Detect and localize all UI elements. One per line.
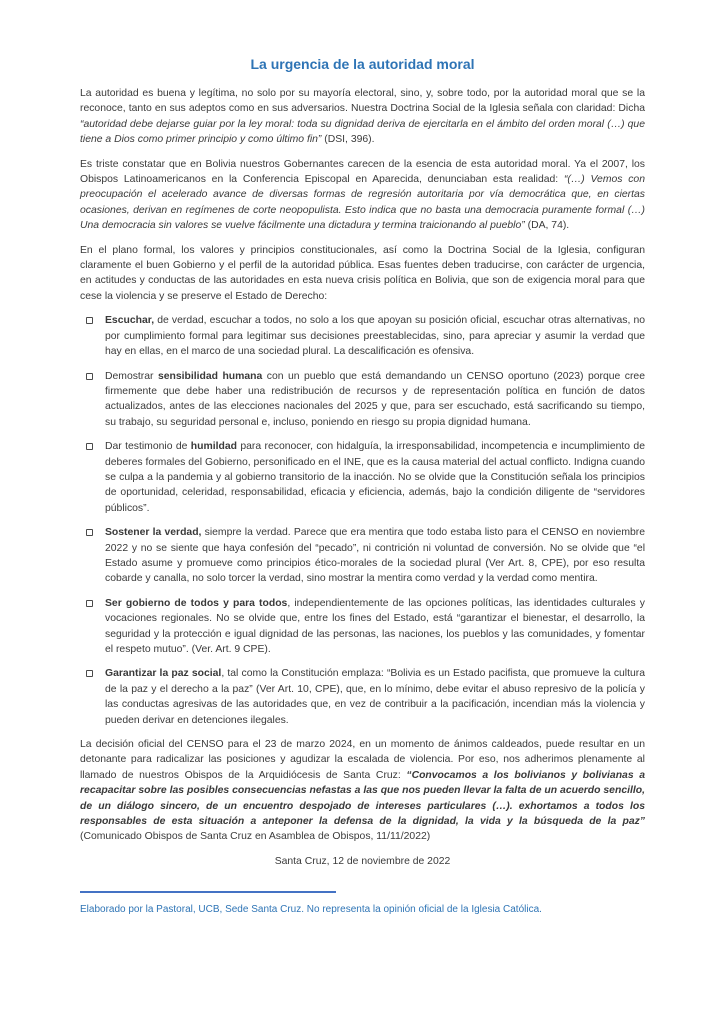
text-run: Sostener la verdad, bbox=[105, 527, 202, 539]
bullet-text bbox=[105, 666, 645, 728]
bullet-item bbox=[80, 439, 645, 516]
text-run: Ser gobierno de todos y para todos bbox=[105, 597, 288, 609]
text-run: sensibilidad humana bbox=[157, 370, 263, 382]
bullet-item bbox=[80, 525, 645, 587]
bullet-text bbox=[105, 525, 645, 587]
text-run: (Comunicado Obispos de Santa Cruz en Asamblea de Obispos, 11/11/2022) bbox=[80, 831, 431, 843]
paragraph bbox=[80, 86, 645, 148]
paragraph bbox=[80, 737, 645, 845]
footnote-divider bbox=[80, 891, 336, 893]
text-run: para reconocer, con hidalguía, la irresponsabilidad, incompetencia e incumplimiento de deberes formales del Gobierno, personificado en el INE, que es la causa material del actual conflicto. Indigna cuando se culpa a la pandemia y al gobierno transitorio de la inacción. No se olvide que la Constitución señala los principios de oportunidad, celeridad, responsabilidad, eficacia y eficiencia, además, bajo la condición diligente de “servidores públicos”. bbox=[105, 441, 645, 514]
bullet-square-icon bbox=[86, 529, 93, 536]
bullet-text bbox=[105, 313, 645, 359]
bullet-text bbox=[105, 439, 645, 516]
bullet-item bbox=[80, 596, 645, 658]
text-run: siempre la verdad. Parece que era mentira que todo estaba listo para el CENSO en noviembre 2022 y no se siente que haya confesión del “pecado”, ni contrición ni voluntad de conversión. No se olvide que “el Estado asume y promueve como principios ético-morales de la sociedad plural (Ver Art. 8, CPE), por eso resulta cobarde y canalla, no solo torcer la verdad, sino mostrar la mentira como verdad y la verdad como mentira. bbox=[105, 527, 645, 585]
text-run: Garantizar la paz social bbox=[105, 668, 222, 680]
text-run: La autoridad es buena y legítima, no solo por su mayoría electoral, sino, y, sobre todo, por la autoridad moral que se la reconoce, tanto en sus adeptos como en sus adversarios. Nuestra Doctrina Social de la Iglesia señala con claridad: Dicha bbox=[80, 88, 645, 115]
bullet-item bbox=[80, 369, 645, 431]
bullet-square-icon bbox=[86, 373, 93, 380]
bullet-square-icon bbox=[86, 670, 93, 677]
text-run: La decisión oficial del CENSO para el 23 de marzo 2024, en un momento de ánimos caldeados, puede resultar en un detonante para radicalizar las posiciones y agudizar la escalada de violencia. Por eso, nos adherimos plenamente al llamado de nuestros Obispos de la Arquidiócesis de Santa Cruz: bbox=[80, 739, 645, 781]
bullet-text bbox=[105, 596, 645, 658]
text-run: Es triste constatar que en Bolivia nuestros Gobernantes carecen de la esencia de esta autoridad moral. Ya el 2007, los Obispos Latinoamericanos en la Conferencia Episcopal en Aparecida, denunciaban esta realidad: bbox=[80, 158, 645, 186]
page-title: La urgencia de la autoridad moral bbox=[250, 56, 475, 72]
footnote-text: Elaborado por la Pastoral, UCB, Sede Santa Cruz. No representa la opinión oficial de la Iglesia Católica. bbox=[80, 904, 542, 916]
text-run: de verdad, escuchar a todos, no solo a los que apoyan su posición oficial, escuchar otras alternativas, no por cumplimiento formal para legitimar sus decisiones preestablecidas, sino, para apreciar y asumir la verdad que hay en ellas, en el marco de una sociedad plural. La descalificación es ofensiva. bbox=[105, 315, 645, 358]
text-run: humildad bbox=[190, 441, 237, 453]
text-run: , independientemente de las opciones políticas, las identidades culturales y vocaciones regionales. No se olvide que, entre los fines del Estado, está “garantizar el bienestar, el desarrollo, la seguridad y la protección e igual dignidad de las personas, las naciones, los pueblos y las comunidades, y fomentar el respeto mutuo”. (Ver. Art. 9 CPE). bbox=[105, 597, 645, 655]
document-body bbox=[80, 86, 645, 845]
text-run: “(…) Vemos con preocupación el acelerado avance de diversas formas de regresión autoritaria por vía democrática que, en ciertas ocasiones, derivan en regímenes de corte neopopulista. Esto indica que no basta una democracia puramente formal (…) Una democracia sin valores se vuelve fácilmente una dictadura y termina traicionando al pueblo” bbox=[80, 174, 645, 232]
text-run: Dar testimonio de bbox=[105, 441, 191, 453]
dateline: Santa Cruz, 12 de noviembre de 2022 bbox=[274, 855, 451, 867]
bullet-item bbox=[80, 313, 645, 359]
text-run: Demostrar bbox=[105, 370, 158, 382]
text-run: “autoridad debe dejarse guiar por la ley moral: toda su dignidad deriva de ejercitarla en el ámbito del orden moral (…) que tiene a Dios como primer principio y como último fin” bbox=[80, 118, 645, 146]
bullet-square-icon bbox=[86, 600, 93, 607]
text-run: (DA, 74). bbox=[524, 220, 570, 232]
footnote-section bbox=[80, 891, 645, 917]
text-run: En el plano formal, los valores y principios constitucionales, así como la Doctrina Social de la Iglesia, configuran claramente el buen Gobierno y el perfil de la autoridad pública. Esas fuentes deben traducirse, con carácter de urgencia, en actitudes y conductas de las autoridades en esta nueva crisis política en Bolivia, que son de exigencia moral para que cese la violencia y se preserve el Estado de Derecho: bbox=[80, 244, 645, 302]
bullet-square-icon bbox=[86, 317, 93, 324]
bullet-text bbox=[105, 369, 645, 431]
paragraph bbox=[80, 157, 645, 234]
paragraph bbox=[80, 243, 645, 305]
text-run: , tal como la Constitución emplaza: “Bolivia es un Estado pacifista, que promueve la cultura de la paz y el derecho a la paz” (Ver Art. 10, CPE), que, en lo mínimo, debe evitar el abuso represivo de la policía y las conductas agresivas de las autoridades que, en vez de contribuir a la pacificación, incendian más la violencia y pueden derivar en detenciones ilegales. bbox=[105, 668, 646, 726]
text-run: Escuchar, bbox=[105, 315, 155, 327]
bullet-item bbox=[80, 666, 645, 728]
text-run: (DSI, 396). bbox=[321, 134, 375, 146]
bullet-square-icon bbox=[86, 443, 93, 450]
text-run: “Convocamos a los bolivianos y bolivianas a recapacitar sobre las posibles consecuencias nefastas a las que nos pueden llevar la falta de un acuerdo sencillo, de un diálogo sincero, de un encuentro despojado de intereses particulares (…). exhortamos a todos los responsables de esta situación a anteponer la defensa de la dignidad, la vida y la búsqueda de la paz” bbox=[80, 769, 645, 828]
text-run: con un pueblo que está demandando un CENSO oportuno (2023) porque cree firmemente que debe haber una redistribución de recursos y de representación política en función de datos actualizados, antes de las elecciones nacionales del 2025 y que, para ser escuchado, está sacrificando su tiempo, su trabajo, su seguridad personal e, incluso, poniendo en riesgo su propia dignidad humana. bbox=[105, 370, 645, 428]
